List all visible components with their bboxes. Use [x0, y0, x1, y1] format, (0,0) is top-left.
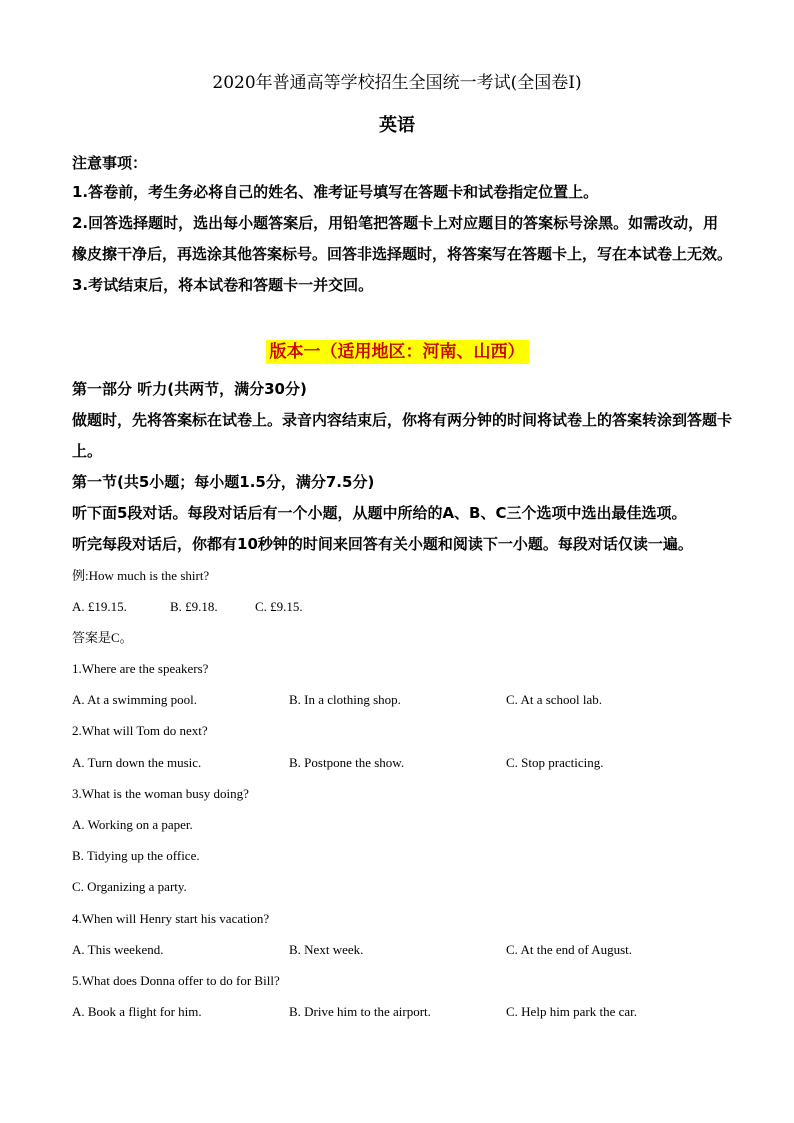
question-5-option-a: A. Book a flight for him. [72, 1004, 202, 1019]
question-5-option-b: B. Drive him to the airport. [289, 1004, 431, 1019]
question-5-option-c: C. Help him park the car. [506, 1004, 638, 1019]
question-3: 3.What is the woman busy doing? [72, 786, 249, 801]
note-item-3: 3.考试结束后，将本试卷和答题卡一并交回。 [72, 276, 374, 294]
version-banner: 版本一（适用地区：河南、山西） [266, 340, 529, 364]
example-answer: 答案是C。 [72, 630, 133, 645]
part1-block [72, 374, 732, 560]
section1-instruction-2: 听完每段对话后，你都有10秒钟的时间来回答有关小题和阅读下一小题。每段对话仅读一遍。 [72, 535, 693, 553]
notes-heading: 注意事项： [72, 154, 148, 172]
question-1: 1.Where are the speakers? [72, 661, 209, 676]
question-4-option-b: B. Next week. [289, 942, 364, 957]
question-2-option-a: A. Turn down the music. [72, 755, 202, 770]
question-5: 5.What does Donna offer to do for Bill? [72, 973, 280, 988]
part1-instruction: 做题时，先将答案标在试卷上。录音内容结束后，你将有两分钟的时间将试卷上的答案转涂到答题卡上。 [72, 411, 733, 460]
example-option-c: C. £9.15. [255, 599, 303, 614]
note-item-1: 1.答卷前，考生务必将自己的姓名、准考证号填写在答题卡和试卷指定位置上。 [72, 183, 599, 201]
question-3-option-a: A. Working on a paper. [72, 817, 193, 832]
section1-heading: 第一节(共5小题；每小题1.5分，满分7.5分) [72, 473, 375, 491]
part1-heading: 第一部分 听力(共两节，满分30分) [72, 380, 307, 398]
question-4-option-c: C. At the end of August. [506, 942, 633, 957]
question-2-option-c: C. Stop practicing. [506, 755, 604, 770]
question-2: 2.What will Tom do next? [72, 723, 208, 738]
subject-title: 英语 [379, 115, 415, 136]
question-3-option-b: B. Tidying up the office. [72, 848, 200, 863]
note-item-2: 2.回答选择题时，选出每小题答案后，用铅笔把答题卡上对应题目的答案标号涂黑。如需改动，用橡皮擦干净后，再选涂其他答案标号。回答非选择题时，将答案写在答题卡上，写在本试卷上无效。 [72, 214, 733, 263]
question-4-option-a: A. This weekend. [72, 942, 164, 957]
question-4: 4.When will Henry start his vacation? [72, 911, 270, 926]
version-banner-wrap [0, 340, 794, 364]
question-1-option-c: C. At a school lab. [506, 692, 603, 707]
example-option-a: A. £19.15. [72, 599, 127, 614]
question-2-option-b: B. Postpone the show. [289, 755, 405, 770]
example-option-b: B. £9.18. [170, 599, 218, 614]
question-1-option-b: B. In a clothing shop. [289, 692, 401, 707]
exam-title: 2020年普通高等学校招生全国统一考试(全国卷Ⅰ) [212, 73, 582, 93]
notes-list [72, 177, 732, 301]
question-1-option-a: A. At a swimming pool. [72, 692, 197, 707]
section1-instruction-1: 听下面5段对话。每段对话后有一个小题，从题中所给的A、B、C三个选项中选出最佳选项。 [72, 504, 687, 522]
example-question: 例:How much is the shirt? [72, 568, 210, 583]
question-3-option-c: C. Organizing a party. [72, 879, 187, 894]
